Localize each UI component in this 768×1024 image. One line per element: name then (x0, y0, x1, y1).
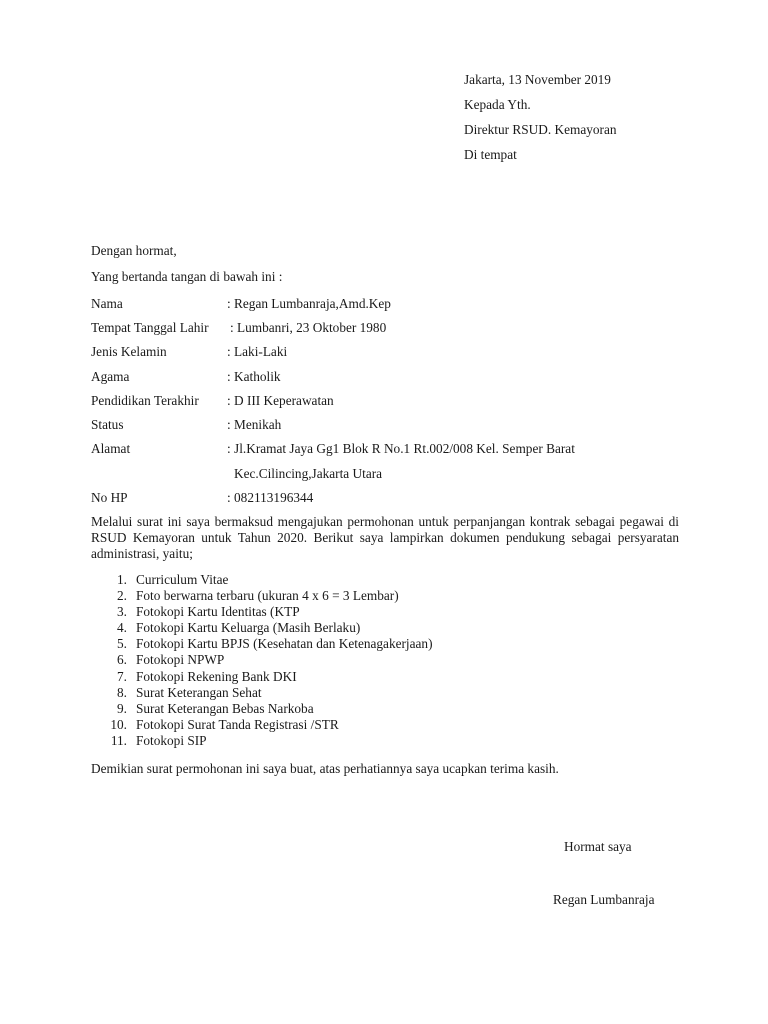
field-value: : Menikah (227, 417, 282, 432)
list-item-number: 10. (110, 716, 127, 732)
closing-sentence: Demikian surat permohonan ini saya buat, atas perhatiannya saya ucapkan terima kasih. (91, 761, 559, 776)
field-label: Tempat Tanggal Lahir (91, 320, 209, 335)
field-value: : Jl.Kramat Jaya Gg1 Blok R No.1 Rt.002/008 Kel. Semper Barat (227, 441, 575, 456)
list-item-text: Fotokopi NPWP (136, 652, 225, 668)
field-value: : Lumbanri, 23 Oktober 1980 (230, 320, 387, 335)
field-value: : 082113196344 (227, 490, 314, 505)
list-item-text: Fotokopi Rekening Bank DKI (136, 668, 297, 684)
list-item-text: Foto berwarna terbaru (ukuran 4 x 6 = 3 Lembar) (136, 588, 399, 604)
list-item-number: 5. (117, 636, 127, 652)
signer-name: Regan Lumbanraja (553, 892, 655, 907)
recipient-line-3: Di tempat (464, 147, 517, 162)
list-item-text: Fotokopi Surat Tanda Registrasi /STR (136, 716, 339, 732)
place-date: Jakarta, 13 November 2019 (464, 72, 611, 87)
list-item-number: 8. (117, 684, 127, 700)
field-label: No HP (91, 490, 128, 505)
field-label: Jenis Kelamin (91, 344, 167, 359)
list-item-text: Surat Keterangan Bebas Narkoba (136, 700, 314, 716)
body-paragraph: Melalui surat ini saya bermaksud mengajukan permohonan untuk perpanjangan kontrak sebagai pegawai di RSUD Kemayoran untuk Tahun 2020. Berikut saya lampirkan dokumen pendukung sebagai persyaratan administrasi, yaitu; (91, 514, 679, 561)
field-label: Status (91, 417, 124, 432)
list-item-number: 11. (110, 732, 127, 748)
intro-line: Yang bertanda tangan di bawah ini : (91, 269, 283, 284)
greeting: Dengan hormat, (91, 243, 177, 258)
field-value: : Regan Lumbanraja,Amd.Kep (227, 296, 391, 311)
field-label: Nama (91, 296, 123, 311)
field-label: Pendidikan Terakhir (91, 393, 199, 408)
recipient-line-2: Direktur RSUD. Kemayoran (464, 122, 617, 137)
recipient-line-1: Kepada Yth. (464, 97, 531, 112)
recipient-block (464, 72, 617, 172)
list-item-number: 9. (117, 700, 127, 716)
list-item-number: 3. (117, 604, 127, 620)
field-value: : D III Keperawatan (227, 393, 334, 408)
list-item-number: 6. (117, 652, 127, 668)
field-value: : Laki-Laki (227, 344, 288, 359)
field-alamat-line-2: Kec.Cilincing,Jakarta Utara (234, 466, 383, 481)
list-item-number: 4. (117, 620, 127, 636)
field-label: Alamat (91, 441, 131, 456)
list-item-text: Fotokopi Kartu BPJS (Kesehatan dan Ketenagakerjaan) (136, 636, 433, 652)
list-item-text: Curriculum Vitae (136, 572, 229, 587)
list-item-number: 7. (117, 668, 127, 684)
list-item-text: Fotokopi Kartu Keluarga (Masih Berlaku) (136, 620, 361, 636)
list-item-text: Fotokopi Kartu Identitas (KTP (136, 604, 300, 620)
list-item-text: Surat Keterangan Sehat (136, 684, 262, 700)
list-item-number: 1. (117, 572, 127, 587)
signoff: Hormat saya (564, 839, 632, 854)
list-item-number: 2. (117, 588, 127, 604)
field-label: Agama (91, 369, 130, 384)
field-value: : Katholik (227, 369, 281, 384)
list-item-text: Fotokopi SIP (136, 732, 207, 748)
